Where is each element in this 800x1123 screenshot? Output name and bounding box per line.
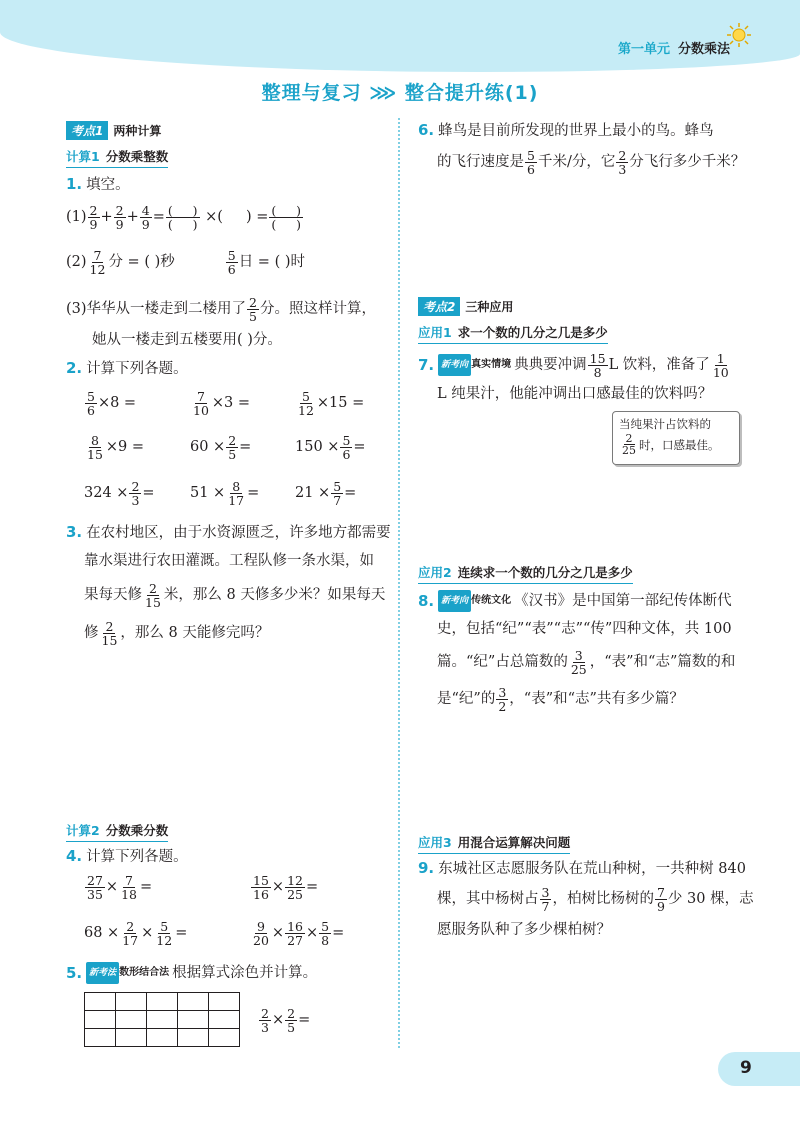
q1-part2: (2) $\frac{7}{12}$ 分 = ( )秒 $\frac{5}{6}$ 日 = ( )时 [66,247,305,277]
calc2-heading: 计算2 分数乘分数 [66,820,168,842]
q3-line2: 靠水渠进行农田灌溉。工程队修一条水渠，如 [84,553,374,569]
q1-part1: (1) $\frac{2}{9}$ + $\frac{2}{9}$ + $\frac{4}{9}$ = $\frac{( )}{( )}$ ×( ) = $\frac{( )}{( )}$ [66,202,302,232]
q8-line2: 史，包括“纪”“表”“志”“传”四种文体，共 100 [437,621,732,637]
q3-line1: 3. 在农村地区，由于水资源匮乏，许多地方都需要 [66,523,391,541]
q2-item-7: 324 × $\frac{2}{3}$ = [84,478,155,508]
q2-item-9: 21 × $\frac{5}{7}$ = [295,478,357,508]
kd2-heading: 考点2 三种应用 [418,296,513,316]
q7-line2: L 纯果汁，他能冲调出口感最佳的饮料吗？ [437,386,713,402]
q2-prompt: 2. 计算下列各题。 [66,359,188,377]
q1-part3-line2: 她从一楼走到五楼要用( )分。 [92,332,282,348]
q2-item-3: $\frac{5}{12}$ ×15 = [298,388,365,418]
q5-expression: $\frac{2}{3}$ × $\frac{2}{5}$ = [261,1005,311,1035]
q3-line4: 修 $\frac{2}{15}$ ，那么 8 天能修完吗？ [84,618,270,648]
q1-prompt: 1. 填空。 [66,175,130,193]
app1-heading: 应用1 求一个数的几分之几是多少 [418,322,608,344]
q3-line3: 果每天修 $\frac{2}{15}$ 米，那么 8 天修多少米？如果每天 [84,580,386,610]
q6-line1: 6. 蜂鸟是目前所发现的世界上最小的鸟。蜂鸟 [418,121,714,139]
q4-item-2: $\frac{15}{16}$ × $\frac{12}{25}$ = [253,872,319,902]
unit-label: 第一单元 分数乘法 [617,42,730,57]
app3-heading: 应用3 用混合运算解决问题 [418,832,570,854]
page-number: 9 [718,1052,800,1086]
app2-heading: 应用2 连续求一个数的几分之几是多少 [418,562,633,584]
q8-line1: 8. 新考向 传统文化 《汉书》是中国第一部纪传体断代 [418,592,732,610]
q2-item-4: $\frac{8}{15}$ ×9 = [87,432,145,462]
page-title: 整理与复习 ⋙ 整合提升练(1) [261,82,539,104]
coloring-grid[interactable] [84,992,240,1047]
q5-prompt: 5. 新考法 数形结合法 根据算式涂色并计算。 [66,964,318,982]
hint-note: 当纯果汁占饮料的 $\frac{2}{25}$ 时，口感最佳。 [612,411,740,465]
q1-part3-line1: (3)华华从一楼走到二楼用了 $\frac{2}{5}$ 分。照这样计算， [66,294,376,324]
q4-item-4: $\frac{9}{20}$ × $\frac{16}{27}$ × $\frac{5}{8}$ = [253,918,345,948]
q2-item-1: $\frac{5}{6}$ ×8 = [87,388,137,418]
q7-line1: 7. 新考向 真实情境 典典要冲调 $\frac{15}{8}$ L 饮料，准备了 $\frac{1}{10}$ [418,350,729,380]
q2-item-8: 51 × $\frac{8}{17}$ = [190,478,260,508]
calc1-heading: 计算1 分数乘整数 [66,146,168,168]
q4-prompt: 4. 计算下列各题。 [66,847,188,865]
q2-item-5: 60 × $\frac{2}{5}$ = [190,432,252,462]
q4-item-1: $\frac{27}{35}$ × $\frac{7}{18}$ = [87,872,153,902]
q9-line1: 9. 东城社区志愿服务队在荒山种树，一共种树 840 [418,859,746,877]
q2-item-6: 150 × $\frac{5}{6}$ = [295,432,366,462]
sun-icon [726,22,752,48]
q8-line4: 是“纪”的 $\frac{3}{2}$ ，“表”和“志”共有多少篇？ [437,684,684,714]
q2-item-2: $\frac{7}{10}$ ×3 = [193,388,251,418]
kd1-heading: 考点1 两种计算 [66,120,161,140]
q6-line2: 的飞行速度是 $\frac{5}{6}$ 千米/分，它 $\frac{2}{3}$ 分飞行多少千米？ [437,147,746,177]
q8-line3: 篇。“纪”占总篇数的 $\frac{3}{25}$ ，“表”和“志”篇数的和 [437,647,736,677]
header-band [0,0,800,72]
q4-item-3: 68 × $\frac{2}{17}$ × $\frac{5}{12}$ = [84,918,188,948]
q9-line2: 棵，其中杨树占 $\frac{3}{7}$ ，柏树比杨树的 $\frac{7}{9}$ 少 30 棵，志 [437,884,754,914]
column-divider [398,118,400,1048]
q9-line3: 愿服务队种了多少棵柏树？ [437,922,611,938]
